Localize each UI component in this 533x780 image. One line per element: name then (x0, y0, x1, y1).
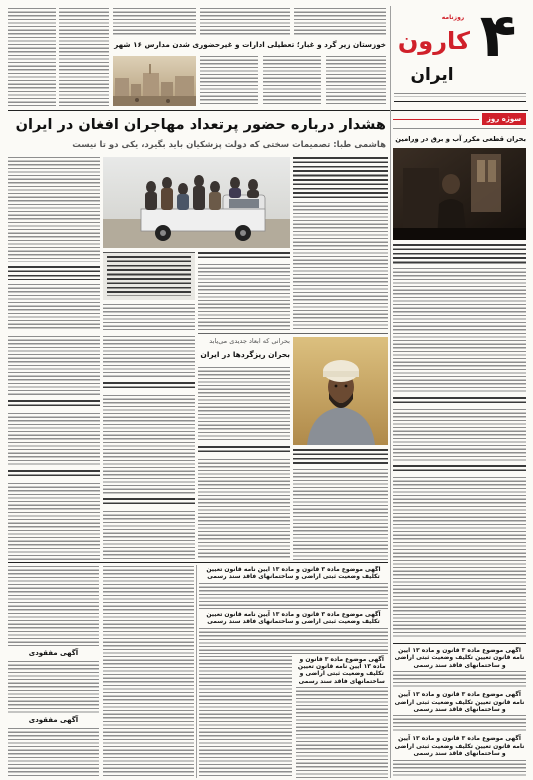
lost-notice-title: آگهی مفقودی (28, 649, 79, 657)
article-body-text (200, 8, 290, 37)
notice-title: آگهی موضوع ماده ۳ قانون و ماده ۱۳ آیین نامه قانون تعیین تکلیف وضعیت ثبتی اراضی و ساختمانهای فاقد سند رسمی (206, 566, 381, 581)
subheading (103, 498, 195, 507)
article-body-text (293, 202, 388, 330)
article-body-text (8, 483, 100, 560)
subheading (8, 470, 100, 479)
article-body-text (198, 264, 290, 330)
notice-body-text (199, 583, 388, 609)
dust-story-headline: بحران ریزگردها در ایران (200, 350, 290, 359)
logo-kicker: روزنامه (441, 14, 465, 21)
notice-title: آگهی موضوع ماده ۳ قانون و ماده ۱۳ آیین نامه قانون تعیین تکلیف وضعیت ثبتی اراضی و ساختمانهای فاقد سند رسمی (206, 610, 381, 626)
subheading (8, 400, 100, 409)
classified-text (8, 566, 99, 646)
notices-rule (393, 643, 526, 644)
pull-quote-text (107, 256, 191, 296)
article-body-text (326, 56, 386, 106)
article-body-text (8, 8, 56, 106)
top-story-headline: خوزستان زیر گرد و غبار؛ تعطیلی ادارات و غیرحضوری شدن مدارس ۱۶ شهر (114, 40, 386, 49)
notice-body-text (393, 715, 526, 733)
masthead-rule (394, 101, 526, 102)
article-body-text (293, 469, 388, 560)
subheading (393, 397, 526, 405)
classified-text (8, 728, 99, 778)
notice-title: آگهی موضوع ماده ۳ قانون و ماده ۱۳ آیین نامه قانون تعیین تکلیف وضعیت ثبتی اراضی و ساختمانهای فاقد سند رسمی (394, 691, 525, 714)
section-rule (198, 333, 388, 334)
photo-migrants-truck (103, 157, 290, 248)
article-body-text (198, 367, 290, 442)
article-body-text (294, 8, 386, 37)
notices-middle (199, 566, 388, 778)
subheading (393, 465, 526, 473)
lead-headline: هشدار درباره حضور پرتعداد مهاجران افغان در ایران (15, 117, 386, 133)
subheading (198, 252, 290, 261)
article-body-text (103, 395, 195, 494)
photo-dusty-city (113, 56, 196, 106)
notice-body-text (393, 671, 526, 689)
notice-title: آگهی موضوع ماده ۳ قانون و ماده ۱۳ آیین نامه قانون تعیین تکلیف وضعیت ثبتی اراضی و ساختمانهای فاقد سند رسمی (297, 655, 386, 685)
ads-divider (196, 565, 197, 778)
article-body-text (103, 511, 195, 560)
article-body-text (8, 284, 100, 330)
lost-notices-column (8, 566, 99, 778)
article-body-text (103, 336, 195, 378)
lost-notice-title: آگهی مفقودی (28, 716, 79, 724)
masthead-bottom-rule (8, 110, 528, 111)
article-body-text (393, 268, 526, 393)
subheading (103, 382, 195, 391)
notice-title: آگهی موضوع ماده ۳ قانون و ماده ۱۳ آیین نامه قانون تعیین تکلیف وضعیت ثبتی اراضی و ساختمانهای فاقد سند رسمی (394, 647, 525, 669)
lead-subhead: هاشمی طبا: تصمیمات سختی که دولت پزشکیان باید بگیرد، یکی دو تا نیست (72, 140, 386, 150)
notice-body-text (393, 760, 526, 778)
article-lead-text (293, 157, 388, 198)
article-body-text (59, 8, 109, 106)
classifieds-left (8, 566, 194, 778)
article-body-text (200, 56, 258, 106)
column-divider (390, 6, 391, 778)
article-body-text (263, 56, 321, 106)
article-body-text (198, 459, 290, 560)
photo-dust-storm-man (293, 337, 388, 445)
article-body-text (113, 8, 196, 37)
subheading (8, 266, 100, 280)
dust-story-kicker: بحرانی که ابعاد جدیدی می‌یابد (209, 337, 290, 345)
sidebar-kicker (393, 128, 526, 131)
article-body-text (8, 413, 100, 466)
article-body-text (103, 304, 195, 330)
notice-body-text (199, 628, 388, 654)
notice-columns (199, 656, 388, 778)
notice-body-text (296, 687, 389, 778)
classified-text (103, 566, 194, 778)
story-tag: سوژه روز (482, 113, 526, 125)
photo-caption (293, 449, 388, 465)
page-number: ۴ (479, 4, 517, 68)
subheading (198, 446, 290, 455)
notice-body-text (199, 656, 292, 778)
sidebar-headline: بحران قطعی مکرر آب و برق در ورامین (395, 135, 526, 143)
article-body-text (393, 409, 526, 461)
section-title: ایران (410, 65, 454, 85)
notice-title: آگهی موضوع ماده ۳ قانون و ماده ۱۳ آیین نامه قانون تعیین تکلیف وضعیت ثبتی اراضی و ساختمانهای فاقد سند رسمی (394, 735, 525, 758)
article-body-text (8, 157, 100, 262)
article-body-text (393, 477, 526, 639)
ads-rule (8, 562, 388, 563)
issue-date-line (394, 93, 526, 97)
article-body-text (8, 336, 100, 396)
notices-right (393, 647, 526, 778)
classified-text (8, 661, 99, 713)
newspaper-logo: کارون (398, 27, 470, 55)
notice-column (296, 656, 389, 778)
photo-caption (393, 244, 526, 264)
story-tag-rule (393, 119, 479, 120)
photo-varamin (393, 148, 526, 240)
